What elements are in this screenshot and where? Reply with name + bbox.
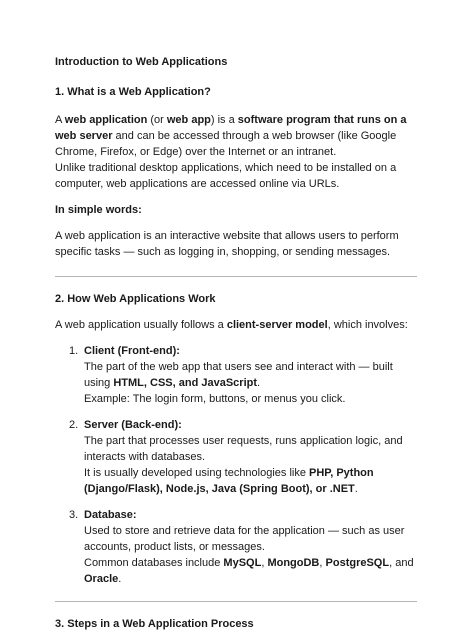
list-item-description: Used to store and retrieve data for the application — such as user accounts, product lists, or messages. [84,525,405,553]
bold-phrase-html-css-js: HTML, CSS, and JavaScript [113,377,258,389]
list-item [55,507,418,587]
bold-term-web-application: web application [64,114,148,126]
text-run: . [354,483,358,495]
text-run: A [55,114,65,126]
bold-term-mongodb: MongoDB [267,557,320,569]
list-number: 2. [69,419,79,431]
list-item-title: Client (Front-end): [84,345,180,357]
bold-phrase-software-program: software program that runs on a web server [55,114,407,142]
list-item-body [84,343,418,407]
bold-term-mysql: MySQL [223,557,262,569]
bold-phrase-technologies: PHP, Python (Django/Flask), Node.js, Java (Spring Boot), or .NET [84,467,374,495]
client-server-list [55,343,418,587]
section-2-heading: 2. How Web Applications Work [55,293,216,305]
section-1-paragraph-1 [55,112,418,160]
section-divider [55,276,417,277]
section-divider [55,601,417,602]
text-run: , and [389,557,414,569]
text-run: . [118,573,122,585]
list-item-example: Example: The login form, buttons, or menus you click. [84,393,346,405]
section-1-paragraph-2: Unlike traditional desktop applications, which need to be installed on a computer, web applications are accessed online via URLs. [55,162,397,190]
bold-term-postgresql: PostgreSQL [325,557,390,569]
list-item-description [84,359,418,391]
list-item-technologies [84,465,418,497]
text-run: It is usually developed using technologies like [84,467,310,479]
section-1-heading: 1. What is a Web Application? [55,86,211,98]
bold-term-oracle: Oracle [84,573,119,585]
text-run: , [261,557,268,569]
text-run: Common databases include [84,557,224,569]
text-run: ) is a [210,114,238,126]
text-run: , [319,557,326,569]
section-2-intro [55,317,418,333]
text-run: , which involves: [327,319,408,331]
list-item-title: Database: [84,509,137,521]
document-title: Introduction to Web Applications [55,56,228,68]
list-item-title: Server (Back-end): [84,419,182,431]
bold-phrase-client-server-model: client-server model [226,319,328,331]
text-run: . [257,377,261,389]
simple-words-heading [55,202,418,218]
list-item-body [84,417,418,497]
list-item-description: The part that processes user requests, runs application logic, and interacts with databases. [84,435,403,463]
simple-words-text: A web application is an interactive website that allows users to perform specific tasks — such as logging in, shopping, or sending messages. [55,230,399,258]
section-3-heading: 3. Steps in a Web Application Process [55,618,254,630]
list-item [55,417,418,497]
list-number: 3. [69,509,79,521]
list-item [55,343,418,407]
list-item-body [84,507,418,587]
list-item-databases [84,555,418,587]
text-run: A web application usually follows a [55,319,227,331]
text-run: and can be accessed through a web browser (like Google Chrome, Firefox, or Edge) over the Internet or an intranet. [55,130,397,158]
simple-words-label: In simple words: [55,204,142,216]
text-run: The part of the web app that users see and interact with — built using [84,361,393,389]
list-number: 1. [69,345,79,357]
text-run: (or [147,114,167,126]
bold-term-web-app: web app [166,114,211,126]
